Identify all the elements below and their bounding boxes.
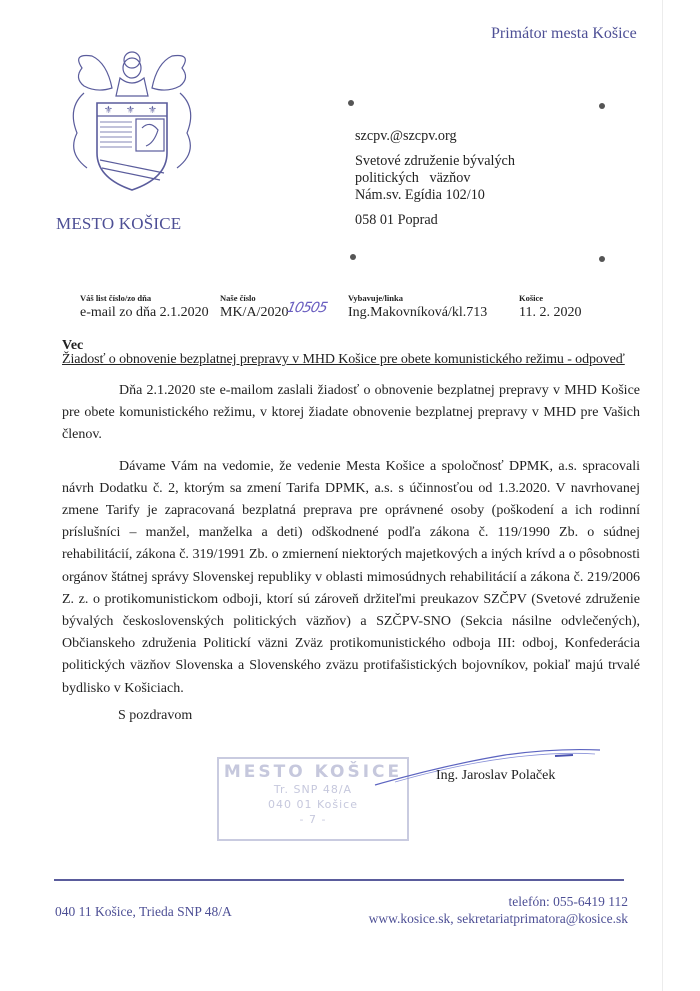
svg-text:⚜: ⚜: [104, 105, 113, 116]
place-label: Košice: [519, 293, 544, 303]
recipient-org: Svetové združenie bývalých: [355, 153, 515, 169]
city-name: MESTO KOŠICE: [56, 214, 182, 233]
svg-text:⚜: ⚜: [126, 105, 135, 116]
stamp-line: MESTO KOŠICE: [223, 762, 403, 782]
coat-of-arms-icon: [62, 48, 202, 198]
footer-contact: [369, 893, 628, 927]
spacer: [355, 204, 515, 212]
recipient-email: szcpv.@szcpv.org: [355, 128, 457, 144]
recipient-city: 058 01 Poprad: [355, 212, 438, 228]
scan-edge-line: [662, 0, 663, 991]
footer-phone: telefón: 055-6419 112: [508, 894, 628, 909]
date-value: 11. 2. 2020: [519, 305, 582, 320]
body-paragraph: Dávame Vám na vedomie, že vedenie Mesta Košice a spoločnosť DPMK, a.s. spracovali návrh Dodatku č. 2, ktorým sa zmení Tarifa DPMK, a.s. s účinnosťou od 1.3.2020. V navrhovanej zmene Tarify je zapracovaná bezplatná preprava pre oprávnené osoby (poškodení a ich rodinní príslušníci – manžel, manželka a deti) odškodnené podľa zákona č. 119/1990 Zb. o súdnej rehabilitácií, zákona č. 319/1991 Zb. o zmiernení niektorých majetkových a iných krívd a o pôsobnosti orgánov štátnej správy Slovenskej republiky v oblasti mimosúdnych rehabilitácií a zákona č. 219/2006 Z. z. o protikomunistickom odboji, ktorí sú zároveň držiteľmi preukazov SZČPV (Svetové združenie bývalých československých politických väzňov) a SZČPV-SNO (Sekcia násilne odvlečených), Občianskeho združenia Politickí väzni Zväz protikomunistického odboja III: odboj, Konfederácia politických väzňov Slovenska a Slovenského zväzu protifašistických bojovníkov, pokiaľ majú trvalé bydlisko v Košiciach.: [62, 458, 640, 696]
footer-web-email[interactable]: www.kosice.sk, sekretariatprimatora@kosice.sk: [368, 911, 628, 926]
our-number-value: MK/A/2020: [220, 305, 289, 320]
your-letter-value: e-mail zo dňa 2.1.2020: [80, 305, 209, 320]
handled-by-value: Ing.Makovníková/kl.713: [348, 305, 488, 320]
envelope-mark: [350, 254, 356, 260]
greeting: S pozdravom: [118, 708, 193, 723]
mayor-title: Primátor mesta Košice: [491, 25, 637, 42]
signer-name: Ing. Jaroslav Polaček: [436, 768, 556, 783]
subject-label: Vec: [62, 338, 84, 353]
recipient-address: [355, 128, 515, 229]
recipient-street: Nám.sv. Egídia 102/10: [355, 187, 485, 203]
stamp-line: - 7 -: [299, 813, 327, 826]
handled-by-label: Vybavuje/linka: [348, 293, 403, 303]
letter-body: [62, 380, 640, 700]
our-number-label: Naše číslo: [220, 293, 256, 303]
our-number-handwritten: 10505: [285, 300, 329, 316]
envelope-mark: [599, 256, 605, 262]
stamp-line: Tr. SNP 48/A: [273, 783, 353, 796]
spacer: [355, 145, 515, 153]
recipient-org-2: politických väzňov: [355, 170, 471, 186]
footer-address: 040 11 Košice, Trieda SNP 48/A: [55, 904, 232, 919]
stamp-line: 040 01 Košice: [268, 798, 358, 811]
body-paragraph: Dňa 2.1.2020 ste e-mailom zaslali žiadosť o obnovenie bezplatnej prepravy v MHD Košice pre obete komunistického režimu, v ktorej žiadate obnovenie bezplatnej prepravy v MHD pre Vašich členov.: [62, 383, 640, 443]
your-letter-label: Váš list číslo/zo dňa: [80, 293, 152, 303]
subject-text: Žiadosť o obnovenie bezplatnej prepravy v MHD Košice pre obete komunistického režimu - odpoveď: [62, 352, 625, 367]
envelope-mark: [599, 103, 605, 109]
envelope-mark: [348, 100, 354, 106]
footer-divider: [54, 879, 624, 881]
svg-text:⚜: ⚜: [148, 105, 157, 116]
